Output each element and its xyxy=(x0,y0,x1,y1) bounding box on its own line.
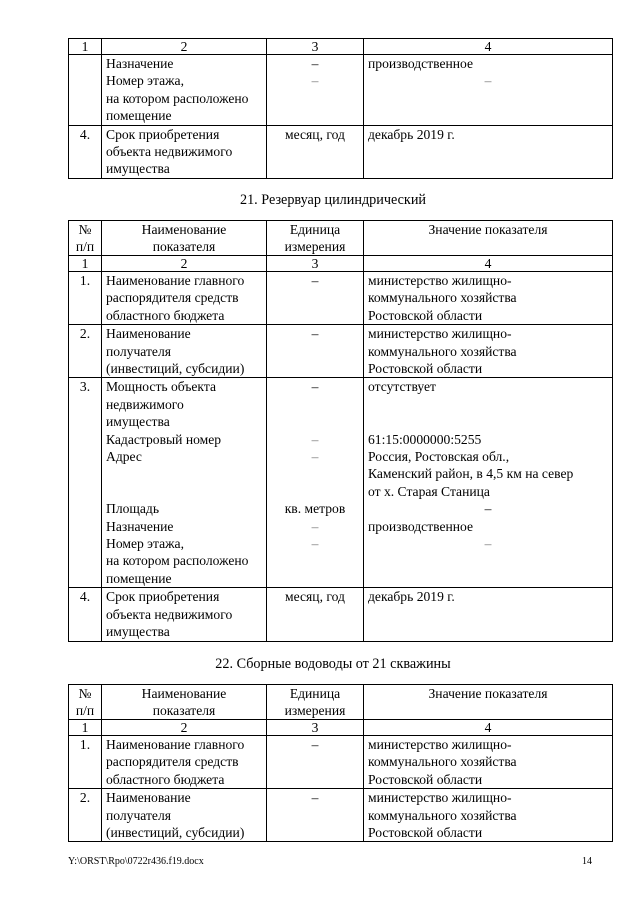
indicator-name: Мощность объекта недвижимого имущества Кадастровый номер Адрес Площадь Назначение Номер этажа, на котором расположено помещение xyxy=(102,378,267,588)
column-number-row xyxy=(69,720,613,736)
col-num-4: 4 xyxy=(364,39,613,55)
value-cell: декабрь 2019 г. xyxy=(364,125,613,178)
value-cell: декабрь 2019 г. xyxy=(364,588,613,641)
table-row xyxy=(69,325,613,378)
col-num-1: 1 xyxy=(69,39,102,55)
table-section-22 xyxy=(68,684,613,842)
table-row xyxy=(69,378,613,588)
col-num-4: 4 xyxy=(364,720,613,736)
indicator-name: Наименование главного распорядителя средств областного бюджета xyxy=(102,736,267,789)
row-number: 1. xyxy=(69,272,102,325)
col-num-2: 2 xyxy=(102,256,267,272)
unit-cell: – xyxy=(267,736,364,789)
section-title-21: 21. Резервуар цилиндрический xyxy=(239,192,427,208)
col-num-4: 4 xyxy=(364,256,613,272)
row-number: 4. xyxy=(69,125,102,178)
indicator-name: Срок приобретения объекта недвижимого имущества xyxy=(102,125,267,178)
value-cell: министерство жилищно- коммунального хозяйства Ростовской области xyxy=(364,736,613,789)
value-cell: производственное – xyxy=(364,55,613,126)
table-row xyxy=(69,789,613,842)
indicator-name: Наименование главного распорядителя средств областного бюджета xyxy=(102,272,267,325)
header-no: № п/п xyxy=(69,221,102,256)
value-cell: министерство жилищно- коммунального хозяйства Ростовской области xyxy=(364,272,613,325)
footer-page-number: 14 xyxy=(582,856,592,867)
col-num-3: 3 xyxy=(267,39,364,55)
header-unit: Единица измерения xyxy=(267,685,364,720)
footer-file-path: Y:\ORST\Rpo\0722r436.f19.docx xyxy=(68,856,204,867)
header-no: № п/п xyxy=(69,685,102,720)
indicator-name: Срок приобретения объекта недвижимого имущества xyxy=(102,588,267,641)
value-cell: министерство жилищно- коммунального хозяйства Ростовской области xyxy=(364,789,613,842)
header-row xyxy=(69,685,613,720)
col-num-2: 2 xyxy=(102,39,267,55)
unit-cell: месяц, год xyxy=(267,588,364,641)
indicator-name: Назначение Номер этажа, на котором расположено помещение xyxy=(102,55,267,126)
col-num-1: 1 xyxy=(69,720,102,736)
unit-cell: – xyxy=(267,272,364,325)
unit-cell: – – – кв. метров – – xyxy=(267,378,364,588)
table-row xyxy=(69,588,613,641)
row-number: 2. xyxy=(69,325,102,378)
table-continuation xyxy=(68,38,613,179)
col-num-3: 3 xyxy=(267,256,364,272)
table-row xyxy=(69,55,613,126)
col-num-1: 1 xyxy=(69,256,102,272)
unit-cell: – xyxy=(267,325,364,378)
header-row xyxy=(69,221,613,256)
column-number-row xyxy=(69,39,613,55)
unit-cell: – xyxy=(267,789,364,842)
row-number: 3. xyxy=(69,378,102,588)
header-unit: Единица измерения xyxy=(267,221,364,256)
row-number: 4. xyxy=(69,588,102,641)
header-name: Наименование показателя xyxy=(102,685,267,720)
table-section-21 xyxy=(68,220,613,642)
col-num-2: 2 xyxy=(102,720,267,736)
unit-cell: – – xyxy=(267,55,364,126)
row-number: 2. xyxy=(69,789,102,842)
header-value: Значение показателя xyxy=(364,685,613,720)
unit-cell: месяц, год xyxy=(267,125,364,178)
indicator-name: Наименование получателя (инвестиций, субсидии) xyxy=(102,325,267,378)
row-number: 1. xyxy=(69,736,102,789)
header-value: Значение показателя xyxy=(364,221,613,256)
value-cell: министерство жилищно- коммунального хозяйства Ростовской области xyxy=(364,325,613,378)
column-number-row xyxy=(69,256,613,272)
header-name: Наименование показателя xyxy=(102,221,267,256)
section-title-22: 22. Сборные водоводы от 21 скважины xyxy=(215,656,451,672)
table-row xyxy=(69,272,613,325)
table-row xyxy=(69,125,613,178)
table-row xyxy=(69,736,613,789)
col-num-3: 3 xyxy=(267,720,364,736)
row-number xyxy=(69,55,102,126)
indicator-name: Наименование получателя (инвестиций, субсидии) xyxy=(102,789,267,842)
value-cell: отсутствует 61:15:0000000:5255 Россия, Ростовская обл., Каменский район, в 4,5 км на север от х. Старая Станица – производственное – xyxy=(364,378,613,588)
